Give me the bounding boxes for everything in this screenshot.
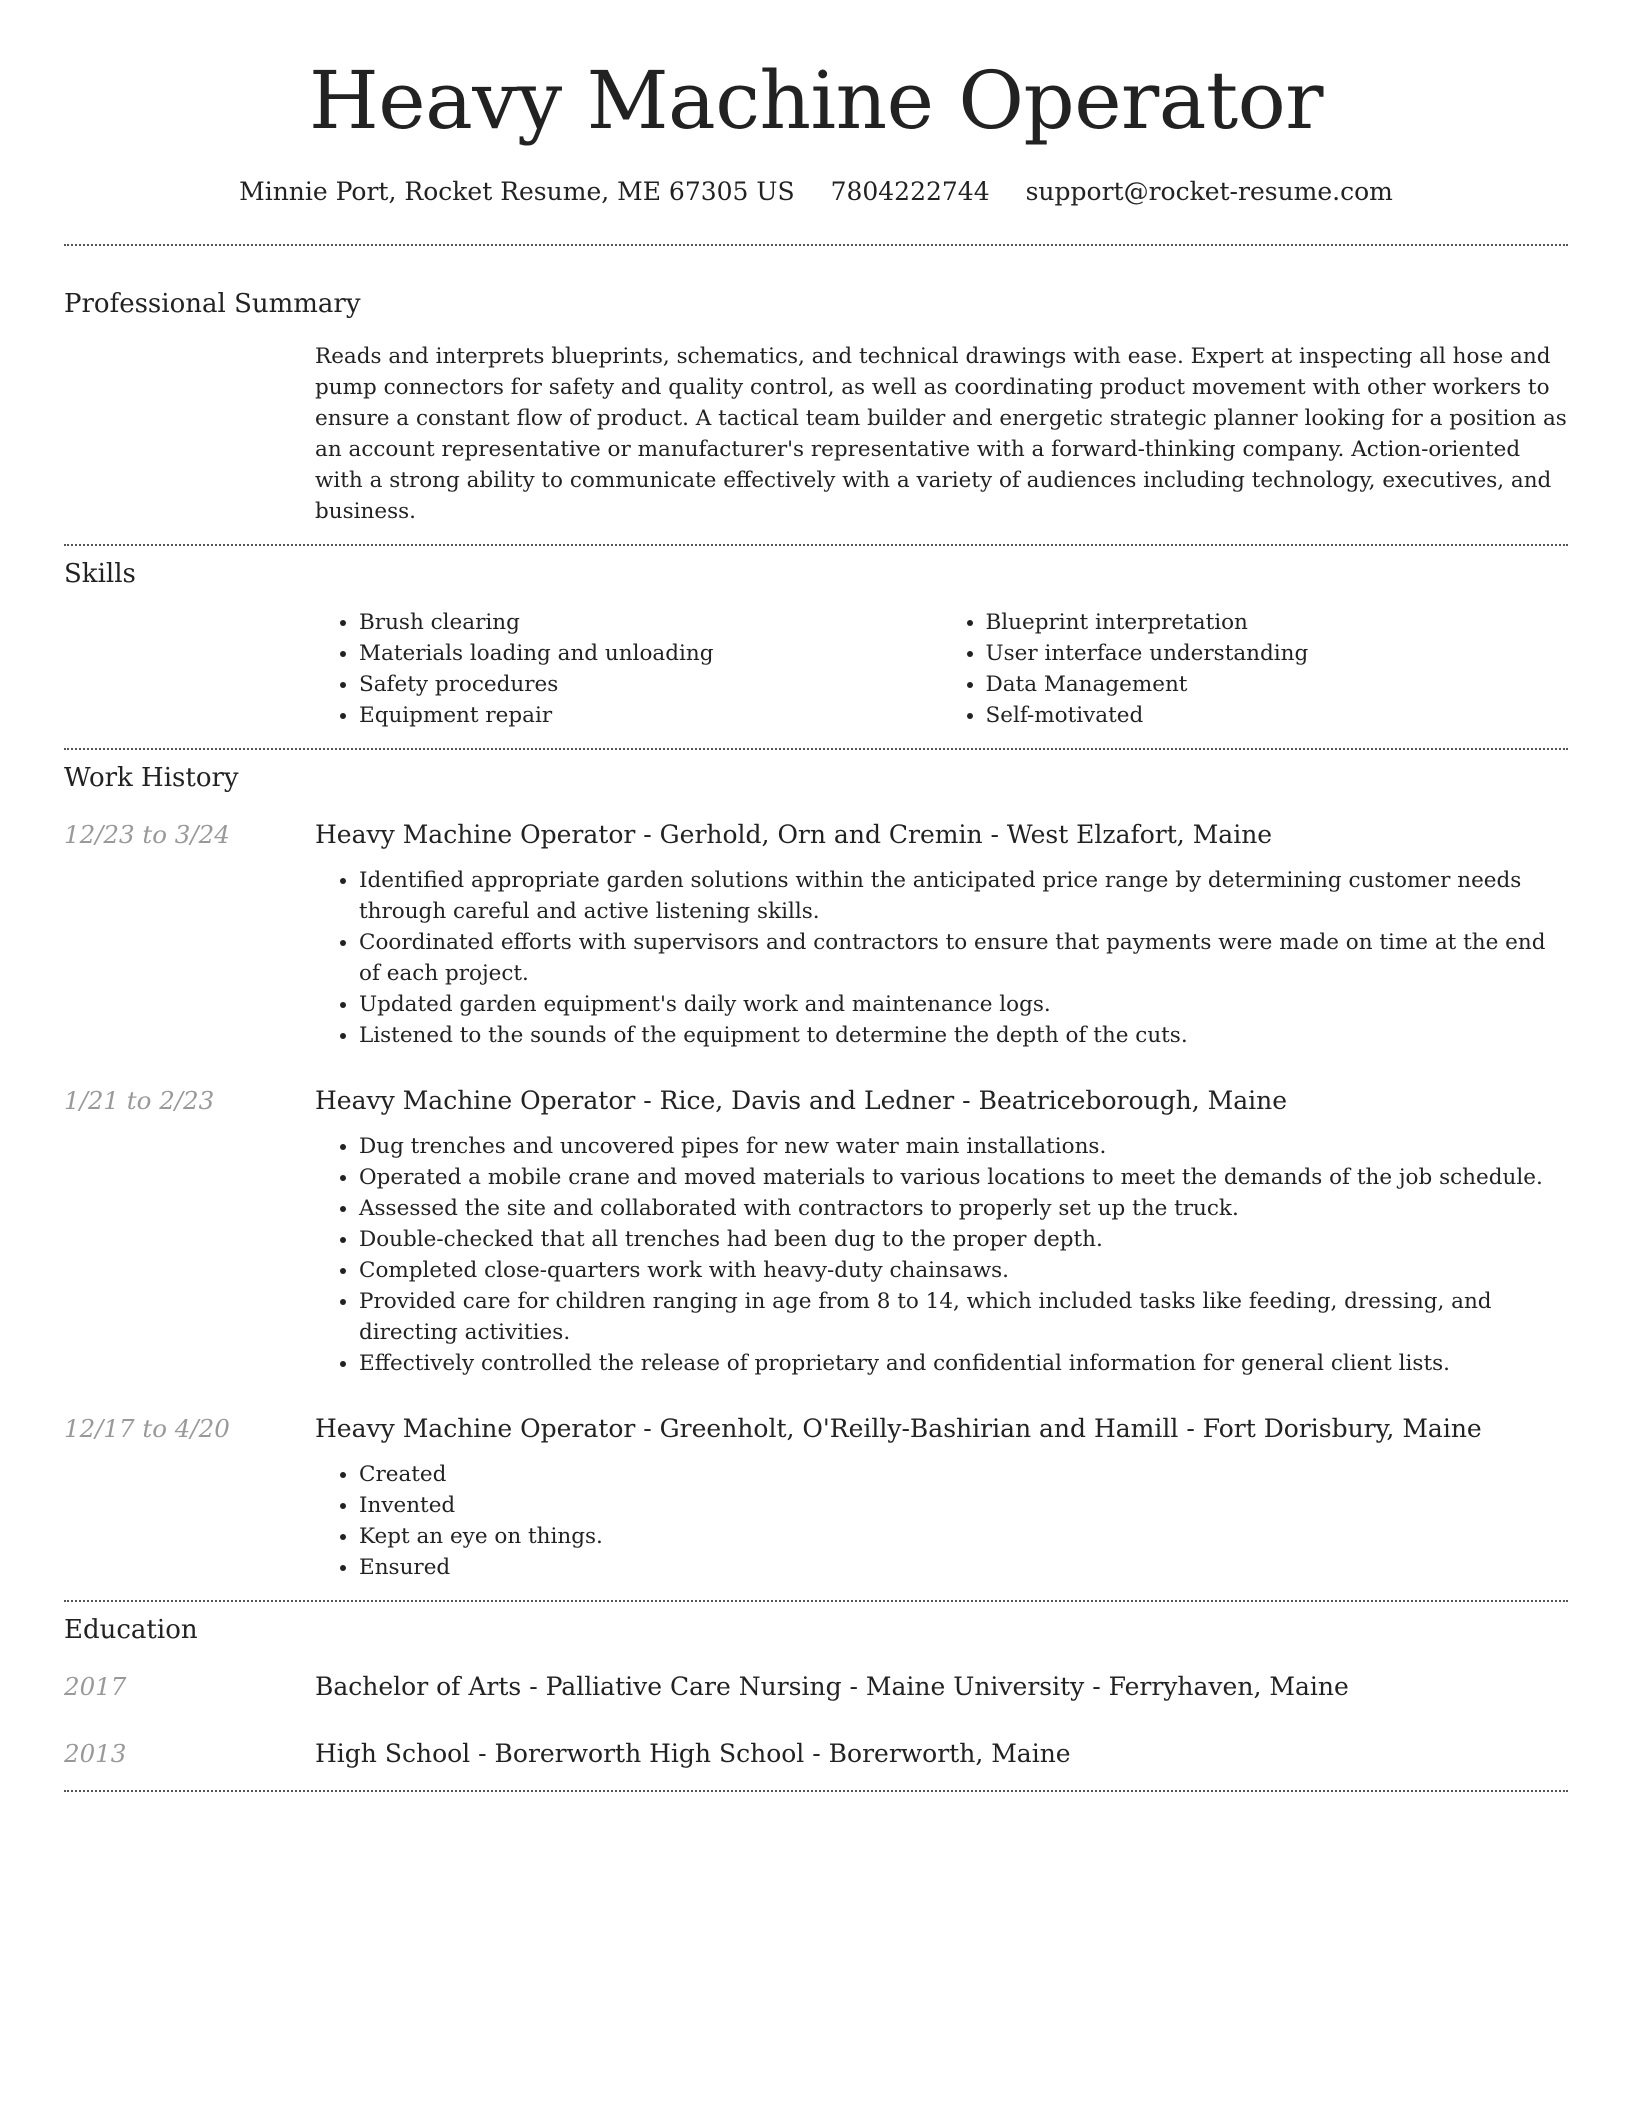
job-bullets (315, 865, 1568, 1051)
summary-section (64, 286, 1568, 527)
skill-item: • Equipment repair (359, 700, 942, 731)
job-bullet: • Assessed the site and collaborated with contractors to properly set up the truck. (359, 1193, 1568, 1224)
job-bullet: • Identified appropriate garden solutions within the anticipated price range by determining customer needs through careful and active listening skills. (359, 865, 1568, 927)
skill-item: • Blueprint interpretation (986, 607, 1569, 638)
job-bullets (315, 1131, 1568, 1379)
skills-list-right (942, 607, 1569, 731)
job-bullet: • Provided care for children ranging in age from 8 to 14, which included tasks like feeding, dressing, and directing activities. (359, 1286, 1568, 1348)
skill-item: • Safety procedures (359, 669, 942, 700)
job-bullet: • Created (359, 1459, 1568, 1490)
education-section (64, 1612, 1568, 1772)
job-bullet: • Invented (359, 1490, 1568, 1521)
skill-item: • Data Management (986, 669, 1569, 700)
job-entry (64, 1083, 1568, 1379)
job-dates: 1/21 to 2/23 (64, 1086, 215, 1115)
job-bullet: • Dug trenches and uncovered pipes for new water main installations. (359, 1131, 1568, 1162)
contact-line (64, 174, 1568, 210)
divider (64, 544, 1568, 546)
skills-heading: Skills (64, 559, 136, 589)
contact-address: Minnie Port, Rocket Resume, ME 67305 US (239, 177, 795, 206)
divider (64, 748, 1568, 750)
skills-section (64, 556, 1568, 731)
education-text: Bachelor of Arts - Palliative Care Nursing - Maine University - Ferryhaven, Maine (315, 1672, 1349, 1701)
education-year: 2013 (64, 1739, 127, 1768)
job-entry (64, 1411, 1568, 1583)
job-bullet: • Completed close-quarters work with heavy-duty chainsaws. (359, 1255, 1568, 1286)
work-section (64, 760, 1568, 1583)
divider (64, 1790, 1568, 1792)
job-bullet: • Operated a mobile crane and moved materials to various locations to meet the demands of the job schedule. (359, 1162, 1568, 1193)
skill-item: • Brush clearing (359, 607, 942, 638)
education-year: 2017 (64, 1672, 127, 1701)
contact-phone: 7804222744 (830, 177, 990, 206)
job-entry (64, 817, 1568, 1051)
job-bullet: • Double-checked that all trenches had been dug to the proper depth. (359, 1224, 1568, 1255)
job-heading: Heavy Machine Operator - Rice, Davis and Ledner - Beatriceborough, Maine (315, 1086, 1287, 1115)
work-heading: Work History (64, 763, 239, 793)
job-bullet: • Effectively controlled the release of proprietary and confidential information for general client lists. (359, 1348, 1568, 1379)
job-bullets (315, 1459, 1568, 1583)
education-heading: Education (64, 1615, 198, 1645)
job-bullet: • Kept an eye on things. (359, 1521, 1568, 1552)
job-bullet: • Updated garden equipment's daily work and maintenance logs. (359, 989, 1568, 1020)
divider (64, 1600, 1568, 1602)
job-heading: Heavy Machine Operator - Greenholt, O'Reilly-Bashirian and Hamill - Fort Dorisbury, Maine (315, 1414, 1482, 1443)
job-bullet: • Listened to the sounds of the equipment to determine the depth of the cuts. (359, 1020, 1568, 1051)
job-bullet: • Ensured (359, 1552, 1568, 1583)
skill-item: • User interface understanding (986, 638, 1569, 669)
job-dates: 12/23 to 3/24 (64, 820, 230, 849)
divider (64, 244, 1568, 246)
skills-list-left (315, 607, 942, 731)
summary-heading: Professional Summary (64, 289, 361, 319)
summary-text: Reads and interprets blueprints, schematics, and technical drawings with ease. Expert at inspecting all hose and pump connectors for safety and quality control, as well as coordinating product movement with other workers to ensure a constant flow of product. A tactical team builder and energetic strategic planner looking for a position as an account representative or manufacturer's representative with a forward-thinking company. Action-oriented with a strong ability to communicate effectively with a variety of audiences including technology, executives, and business. (315, 344, 1567, 524)
education-text: High School - Borerworth High School - Borerworth, Maine (315, 1739, 1071, 1768)
education-entry (64, 1736, 1568, 1772)
skill-item: • Materials loading and unloading (359, 638, 942, 669)
job-bullet: • Coordinated efforts with supervisors and contractors to ensure that payments were made on time at the end of each project. (359, 927, 1568, 989)
resume-name: Heavy Machine Operator (308, 54, 1324, 147)
job-heading: Heavy Machine Operator - Gerhold, Orn and Cremin - West Elzafort, Maine (315, 820, 1273, 849)
education-entry (64, 1669, 1568, 1705)
contact-email: support@rocket-resume.com (1025, 177, 1393, 206)
job-dates: 12/17 to 4/20 (64, 1414, 230, 1443)
skill-item: • Self-motivated (986, 700, 1569, 731)
